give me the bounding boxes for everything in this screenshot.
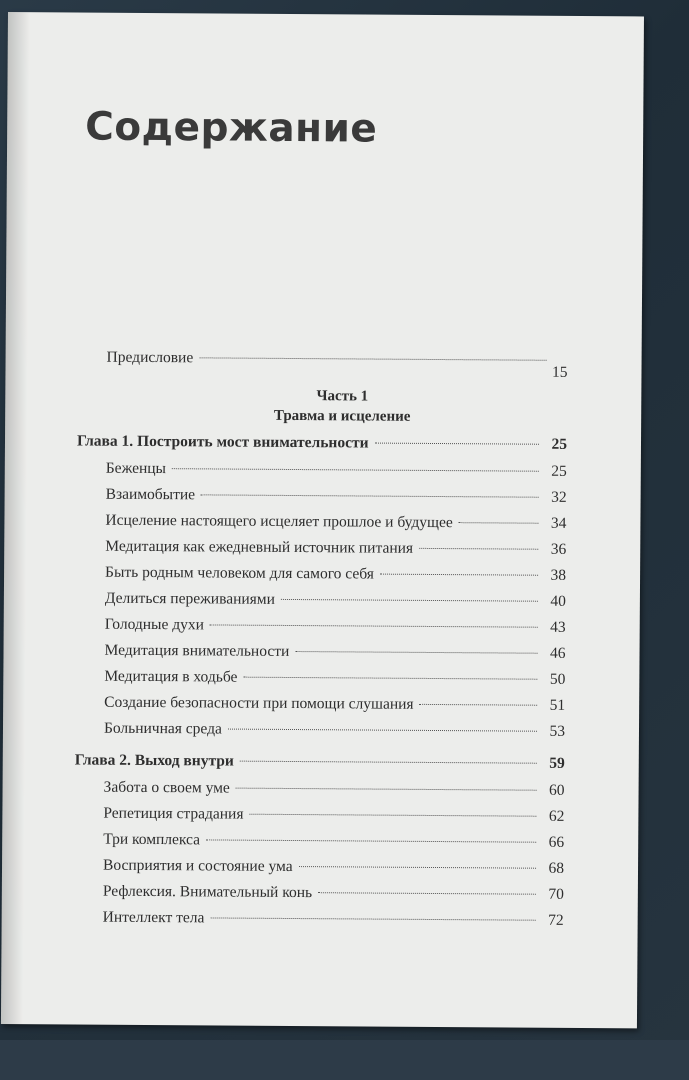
toc-section-page: 68 [548, 859, 565, 877]
toc-leader-dots [210, 917, 535, 920]
toc-leader-dots [375, 443, 539, 445]
toc-leader-dots [243, 677, 537, 680]
toc-section-entry [77, 459, 567, 488]
toc-chapter-page: 59 [549, 754, 565, 772]
toc-section-title: Медитация внимательности [104, 641, 290, 660]
toc-chapter-title: Глава 1. Построить мост внимательности [76, 432, 369, 452]
toc-section-title: Голодные духи [104, 615, 205, 634]
toc-leader-dots [199, 357, 546, 360]
toc-section-page: 53 [549, 722, 566, 740]
toc-section-title: Три комплекса [103, 830, 201, 849]
toc-section-title: Восприятия и состояние ума [102, 856, 293, 876]
toc-section-title: Создание безопасности при помощи слушания [104, 693, 414, 713]
table-of-contents [74, 348, 568, 937]
toc-section-page: 25 [551, 462, 567, 480]
part-title: Травма и исцеление [273, 407, 411, 425]
toc-section-page: 50 [549, 670, 566, 688]
toc-section-title: Беженцы [105, 459, 167, 478]
toc-section-entry [75, 693, 565, 722]
toc-section-page: 66 [548, 833, 565, 851]
toc-leader-dots [240, 761, 537, 764]
toc-entry-title: Предисловие [106, 348, 194, 367]
toc-leader-dots [380, 574, 538, 576]
toc-leader-dots [299, 866, 536, 869]
book-page [1, 12, 644, 1028]
toc-section-entry [76, 563, 566, 592]
toc-section-title: Забота о своем уме [103, 778, 230, 797]
toc-section-title: Медитация в ходьбе [104, 667, 238, 686]
toc-section-title: Взаимобытие [105, 485, 196, 504]
toc-section-title: Исцеление настоящего исцеляет прошлое и будущее [105, 511, 453, 532]
toc-leader-dots [249, 814, 536, 817]
toc-leader-dots [210, 624, 538, 627]
toc-section-page: 38 [550, 566, 567, 584]
toc-chapter-page: 25 [551, 435, 568, 453]
toc-leader-dots [420, 704, 538, 706]
toc-section-page: 40 [550, 592, 566, 610]
toc-section-entry [74, 778, 564, 807]
chapter-list [74, 432, 567, 937]
toc-section-entry [76, 537, 566, 566]
toc-section-page: 62 [548, 807, 565, 825]
toc-leader-dots [281, 599, 538, 602]
toc-section-title: Медитация как ежедневный источник питания [105, 537, 414, 557]
toc-section-entry [74, 882, 564, 911]
page-title: Содержание [85, 104, 378, 152]
toc-section-entry [75, 719, 565, 748]
toc-chapter-entry [75, 751, 565, 781]
toc-section-page: 43 [550, 618, 566, 636]
toc-section-title: Интеллект тела [102, 908, 205, 927]
toc-section-page: 70 [548, 885, 564, 903]
toc-entry-preface [77, 348, 568, 381]
toc-section-page: 32 [551, 488, 567, 506]
part-number: Часть 1 [316, 388, 369, 405]
toc-leader-dots [201, 494, 539, 497]
toc-section-page: 60 [549, 781, 565, 799]
toc-section-entry [75, 667, 565, 696]
toc-leader-dots [459, 522, 539, 524]
part-heading [77, 384, 567, 427]
toc-section-page: 36 [550, 540, 567, 558]
toc-section-title: Репетиция страдания [103, 804, 244, 823]
toc-leader-dots [295, 651, 537, 654]
toc-section-entry [75, 641, 565, 670]
toc-leader-dots [236, 788, 537, 791]
toc-leader-dots [228, 729, 537, 732]
toc-leader-dots [419, 548, 538, 550]
toc-section-page: 72 [548, 911, 564, 929]
toc-section-entry [74, 830, 564, 859]
toc-section-entry [74, 908, 564, 937]
toc-section-page: 34 [550, 514, 567, 532]
toc-leader-dots [318, 892, 536, 895]
toc-leader-dots [206, 839, 536, 842]
toc-section-entry [74, 804, 564, 833]
toc-section-entry [76, 511, 566, 540]
toc-section-entry [77, 485, 567, 514]
toc-section-title: Рефлексия. Внимательный конь [102, 882, 313, 902]
toc-section-entry [74, 856, 564, 885]
toc-section-entry [76, 615, 566, 644]
toc-chapter-entry [77, 432, 567, 462]
toc-leader-dots [172, 468, 539, 472]
page-gutter-shadow [1, 12, 30, 1024]
toc-section-page: 46 [549, 644, 566, 662]
toc-entry-page: 15 [551, 363, 568, 381]
toc-section-entry [76, 589, 566, 618]
toc-section-title: Быть родным человеком для самого себя [105, 563, 374, 583]
toc-section-title: Делиться переживаниями [104, 589, 275, 608]
toc-section-page: 51 [549, 696, 566, 714]
toc-section-title: Больничная среда [103, 719, 222, 738]
background-surface [0, 1040, 689, 1080]
toc-chapter-title: Глава 2. Выход внутри [74, 751, 234, 770]
